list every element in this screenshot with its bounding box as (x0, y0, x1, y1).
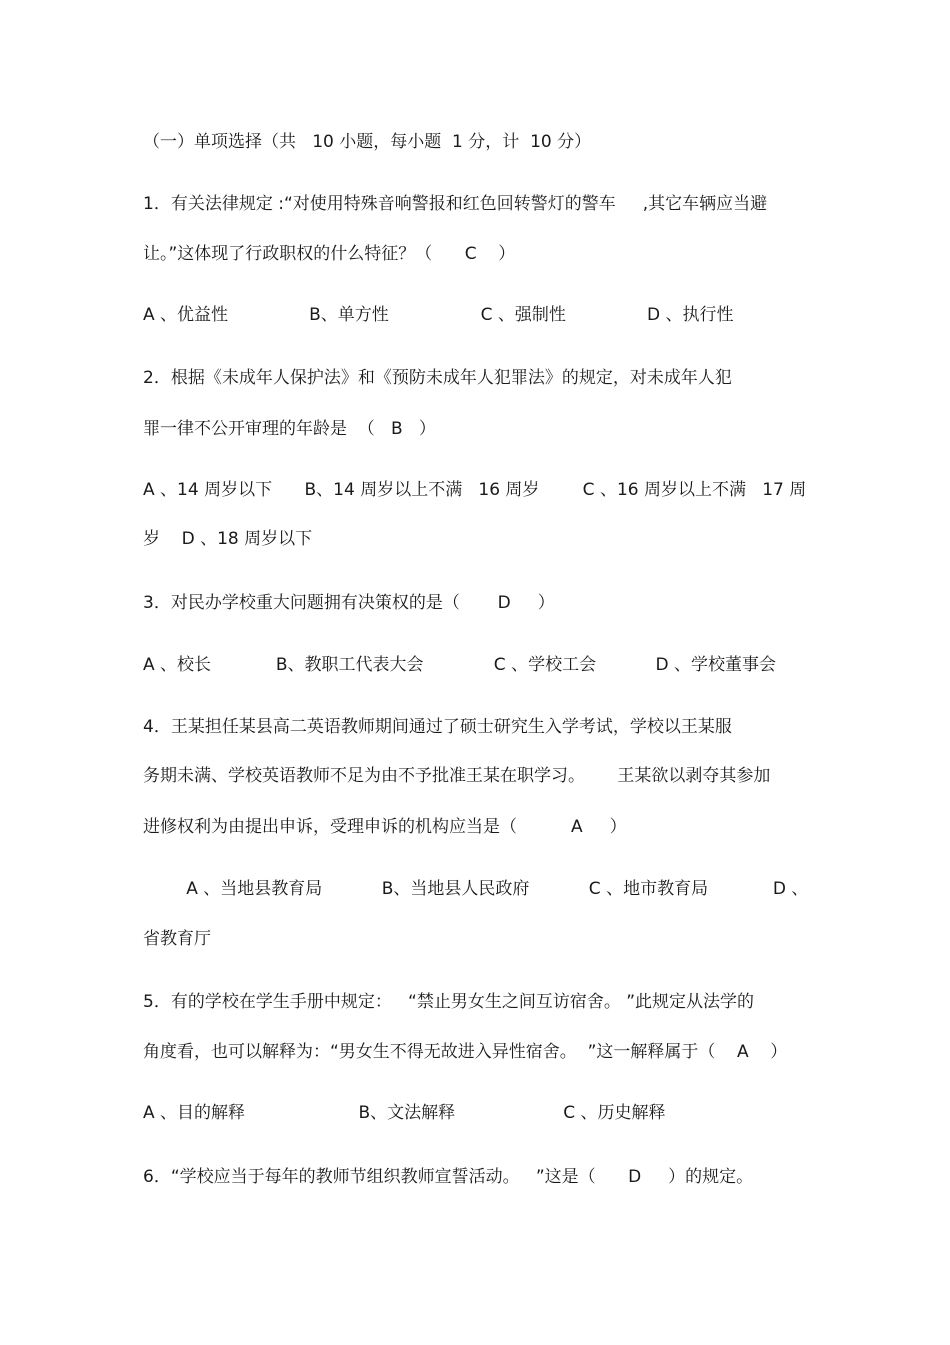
question-4-text-line-3: 进修权利为由提出申诉，受理申诉的机构应当是（ A ） (143, 817, 627, 837)
question-2-options-line-1: A 、14 周岁以下 B、14 周岁以上不满 16 周岁 C 、16 周岁以上不满 17 周 (143, 480, 807, 500)
question-3-text-line-1: 3．对民办学校重大问题拥有决策权的是（ D ） (143, 593, 555, 613)
question-4-text-line-2: 务期未满、学校英语教师不足为由不予批准王某在职学习。 王某欲以剥夺其参加 (143, 766, 771, 786)
question-1-options: A 、优益性 B、单方性 C 、强制性 D 、执行性 (143, 305, 734, 325)
question-3-options: A 、校长 B、教职工代表大会 C 、学校工会 D 、学校董事会 (143, 655, 776, 675)
question-5-text-line-1: 5．有的学校在学生手册中规定： “禁止男女生之间互访宿舍。 ”此规定从法学的 (143, 992, 755, 1012)
question-2-text-line-1: 2．根据《未成年人保护法》和《预防未成年人犯罪法》的规定，对未成年人犯 (143, 368, 732, 388)
question-2-options-line-2: 岁 D 、18 周岁以下 (143, 529, 313, 549)
question-1-text-line-1: 1．有关法律规定 :“对使用特殊音响警报和红色回转警灯的警车 ,其它车辆应当避 (143, 194, 768, 214)
question-4-text-line-1: 4．王某担任某县高二英语教师期间通过了硕士研究生入学考试，学校以王某服 (143, 717, 732, 737)
question-1-text-line-2: 让。”这体现了行政职权的什么特征？（ C ） (143, 244, 516, 264)
question-4-options-line-2: 省教育厅 (143, 929, 211, 949)
question-4-options-line-1: A 、当地县教育局 B、当地县人民政府 C 、地市教育局 D 、 (143, 879, 809, 899)
question-5-text-line-2: 角度看，也可以解释为：“男女生不得无故进入异性宿舍。 ”这一解释属于（ A ） (143, 1042, 788, 1062)
question-6-text-line-1: 6．“学校应当于每年的教师节组织教师宣誓活动。 ”这是（ D ）的规定。 (143, 1167, 754, 1187)
section-title: （一）单项选择（共 10 小题，每小题 1 分，计 10 分） (143, 132, 592, 152)
question-5-options: A 、目的解释 B、文法解释 C 、历史解释 (143, 1103, 666, 1123)
question-2-text-line-2: 罪一律不公开审理的年龄是 （ B ） (143, 419, 436, 439)
